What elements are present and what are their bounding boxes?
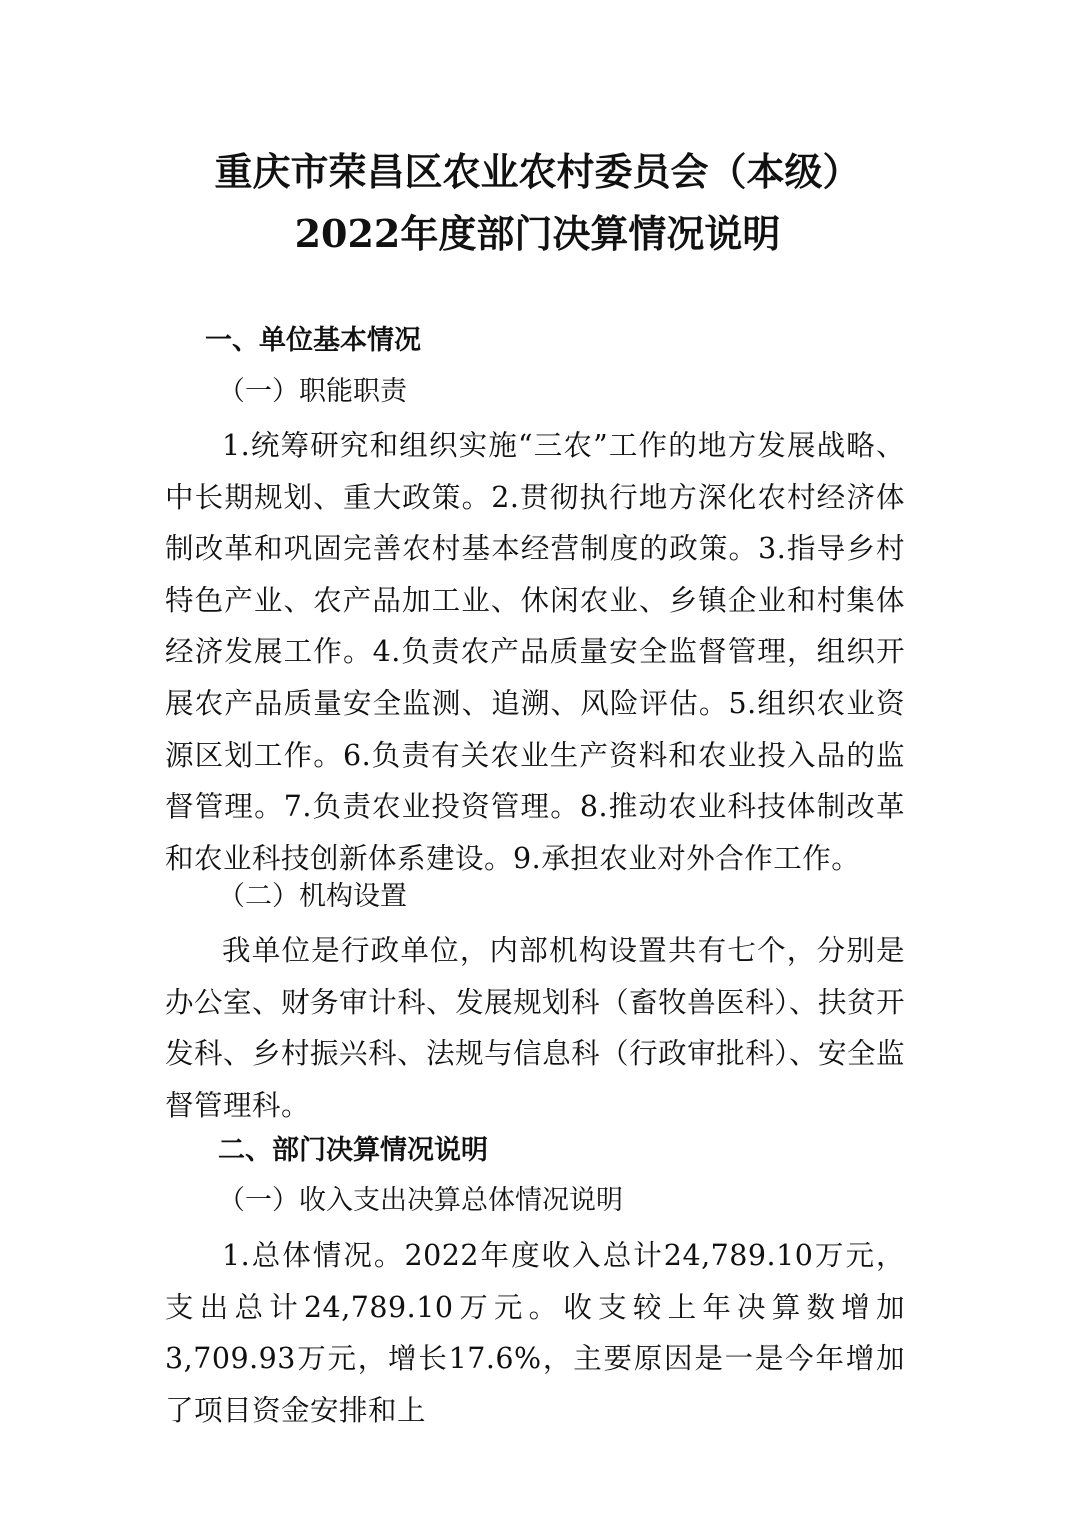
organization-paragraph: 我单位是行政单位，内部机构设置共有七个，分别是办公室、财务审计科、发展规划科（畜牧兽医科）、扶贫开发科、乡村振兴科、法规与信息科（行政审批科）、安全监督管理科。 <box>165 934 905 1122</box>
section1-heading: 一、单位基本情况 <box>205 325 421 356</box>
section1-sub1-heading: （一）职能职责 <box>218 376 407 407</box>
section1-sub2-heading: （二）机构设置 <box>218 881 407 912</box>
document-title-line2: 2022年度部门决算情况说明 <box>294 211 781 256</box>
section2-heading: 二、部门决算情况说明 <box>218 1135 488 1166</box>
overall-paragraph: 1.总体情况。2022年度收入总计24,789.10万元，支出总计24,789.10万元。收支较上年决算数增加3,709.93万元，增长17.6%，主要原因是一是今年增加了项目资金安排和上 <box>165 1239 905 1427</box>
duties-paragraph: 1.统筹研究和组织实施“三农”工作的地方发展战略、中长期规划、重大政策。2.贯彻执行地方深化农村经济体制改革和巩固完善农村基本经营制度的政策。3.指导乡村特色产业、农产品加工业、休闲农业、乡镇企业和村集体经济发展工作。4.负责农产品质量安全监督管理，组织开展农产品质量安全监测、追溯、风险评估。5.组织农业资源区划工作。6.负责有关农业生产资料和农业投入品的监督管理。7.负责农业投资管理。8.推动农业科技体制改革和农业科技创新体系建设。9.承担农业对外合作工作。 <box>165 429 905 875</box>
document-title-line1: 重庆市荣昌区农业农村委员会（本级） <box>214 149 861 194</box>
section2-sub1-heading: （一）收入支出决算总体情况说明 <box>218 1185 623 1216</box>
